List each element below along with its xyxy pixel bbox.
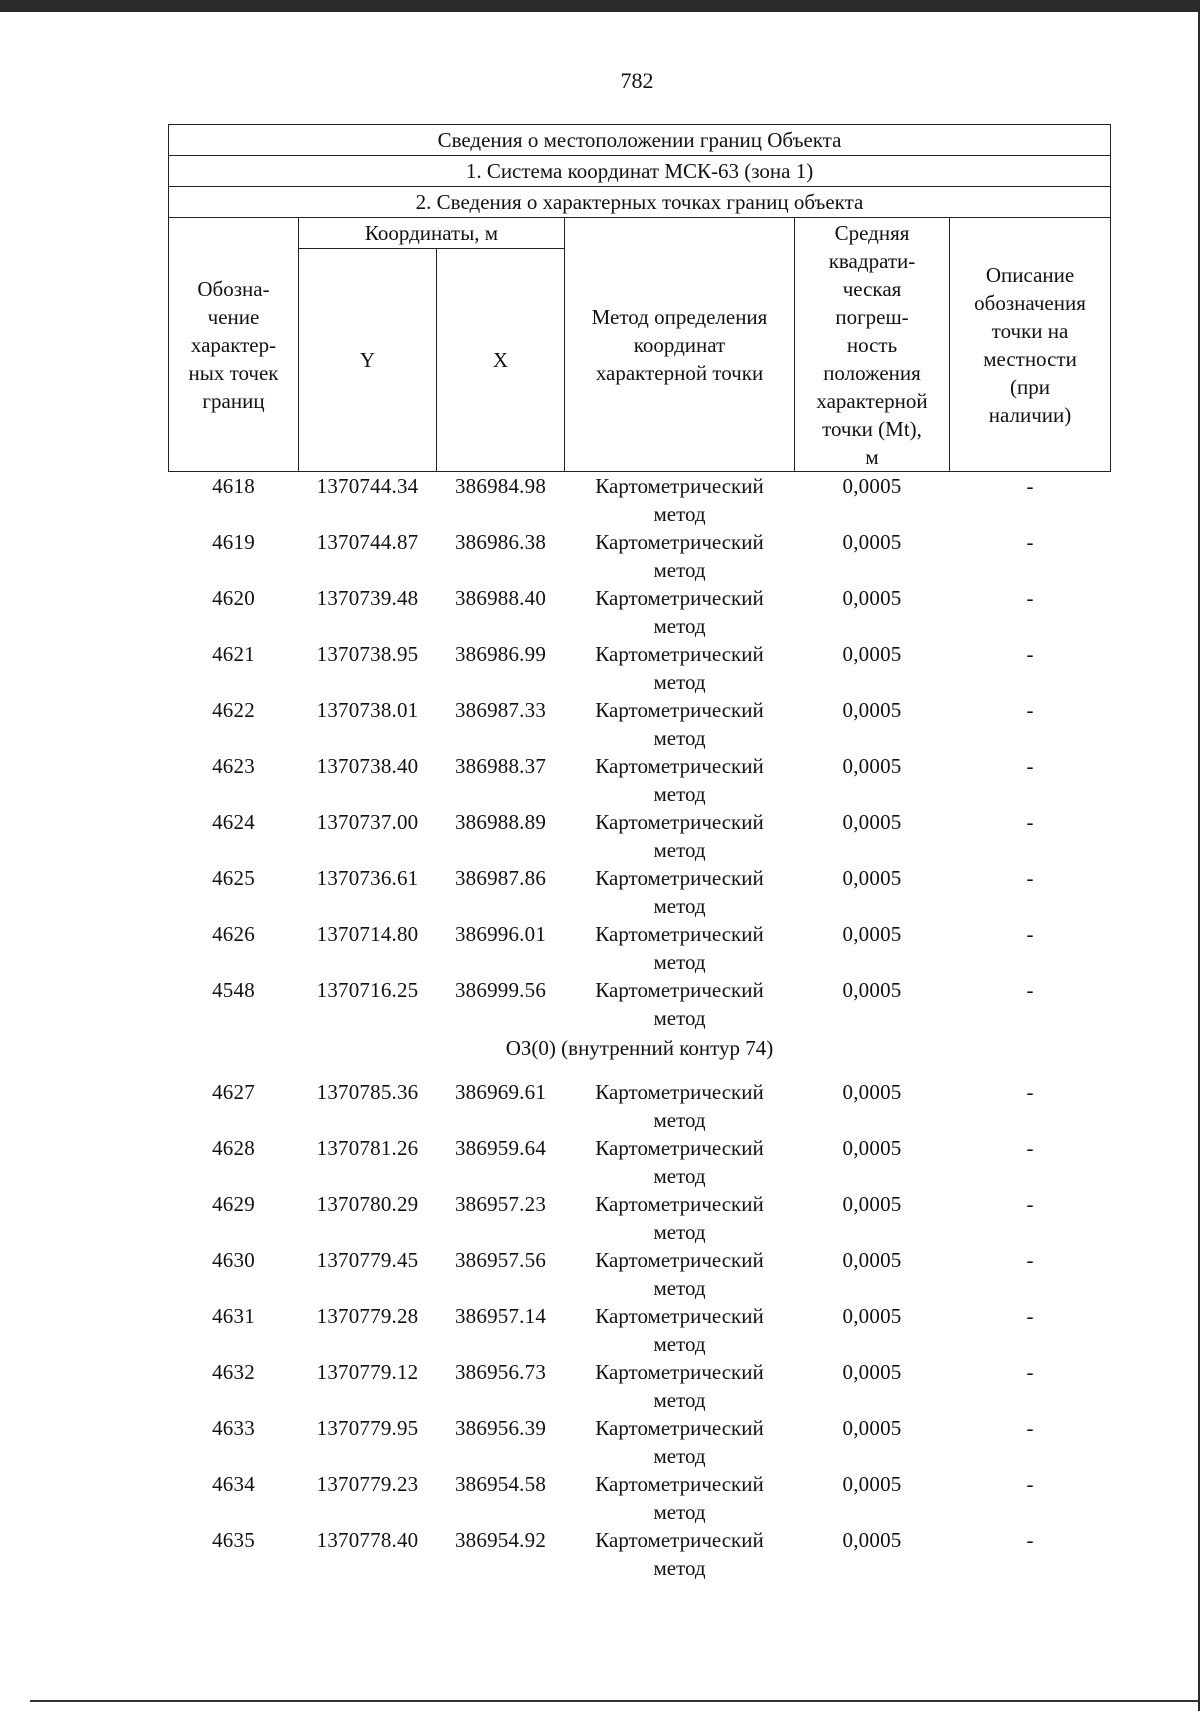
table-row bbox=[169, 1302, 1111, 1358]
coordinates-table bbox=[168, 124, 1111, 1582]
description-cell: - bbox=[1026, 1528, 1034, 1552]
coord-x-cell: 386954.58 bbox=[454, 1472, 547, 1496]
method-cell: Картометрический метод bbox=[595, 978, 764, 1030]
point-id-cell: 4630 bbox=[212, 1248, 255, 1272]
coord-y-cell: 1370779.45 bbox=[316, 1248, 419, 1272]
point-id-cell: 4631 bbox=[212, 1304, 255, 1328]
coord-x-cell: 386984.98 bbox=[454, 474, 547, 498]
description-cell: - bbox=[1026, 1080, 1034, 1104]
coord-x-cell: 386957.14 bbox=[454, 1304, 547, 1328]
coord-x-cell: 386954.92 bbox=[454, 1528, 547, 1552]
description-cell: - bbox=[1026, 474, 1034, 498]
coord-y-cell: 1370779.28 bbox=[316, 1304, 419, 1328]
section-label: ОЗ(0) (внутренний контур 74) bbox=[505, 1036, 774, 1060]
description-cell: - bbox=[1026, 754, 1034, 778]
title-row-points: 2. Сведения о характерных точках границ объекта bbox=[169, 187, 1111, 218]
table-row bbox=[169, 1526, 1111, 1582]
table-row bbox=[169, 1078, 1111, 1134]
error-cell: 0,0005 bbox=[842, 866, 902, 890]
method-cell: Картометрический метод bbox=[595, 642, 764, 694]
point-id-cell: 4629 bbox=[212, 1192, 255, 1216]
coord-y-cell: 1370744.87 bbox=[316, 530, 419, 554]
error-cell: 0,0005 bbox=[842, 1192, 902, 1216]
point-id-cell: 4635 bbox=[212, 1528, 255, 1552]
coord-x-cell: 386996.01 bbox=[454, 922, 547, 946]
description-cell: - bbox=[1026, 698, 1034, 722]
header-designation: Обозна- чение характер- ных точек границ bbox=[169, 218, 299, 472]
coord-y-cell: 1370739.48 bbox=[316, 586, 419, 610]
section-row bbox=[169, 1032, 1111, 1078]
description-cell: - bbox=[1026, 1304, 1034, 1328]
title-row-location: Сведения о местоположении границ Объекта bbox=[169, 125, 1111, 156]
point-id-cell: 4625 bbox=[212, 866, 255, 890]
coord-y-cell: 1370744.34 bbox=[316, 474, 419, 498]
coord-y-cell: 1370778.40 bbox=[316, 1528, 419, 1552]
description-cell: - bbox=[1026, 1192, 1034, 1216]
point-id-cell: 4621 bbox=[212, 642, 255, 666]
method-cell: Картометрический метод bbox=[595, 1472, 764, 1524]
coord-y-cell: 1370785.36 bbox=[316, 1080, 419, 1104]
header-description: Описание обозначения точки на местности (при наличии) bbox=[950, 218, 1111, 472]
scan-line-bottom bbox=[30, 1700, 1200, 1702]
method-cell: Картометрический метод bbox=[595, 586, 764, 638]
point-id-cell: 4623 bbox=[212, 754, 255, 778]
method-cell: Картометрический метод bbox=[595, 754, 764, 806]
coord-x-cell: 386988.40 bbox=[454, 586, 547, 610]
coord-y-cell: 1370738.95 bbox=[316, 642, 419, 666]
coord-x-cell: 386959.64 bbox=[454, 1136, 547, 1160]
coord-x-cell: 386956.73 bbox=[454, 1360, 547, 1384]
coord-x-cell: 386987.33 bbox=[454, 698, 547, 722]
description-cell: - bbox=[1026, 978, 1034, 1002]
error-cell: 0,0005 bbox=[842, 1528, 902, 1552]
description-cell: - bbox=[1026, 642, 1034, 666]
error-cell: 0,0005 bbox=[842, 978, 902, 1002]
point-id-cell: 4548 bbox=[212, 978, 255, 1002]
coord-x-cell: 386956.39 bbox=[454, 1416, 547, 1440]
page-number: 782 bbox=[620, 68, 654, 93]
method-cell: Картометрический метод bbox=[595, 1416, 764, 1468]
coord-y-cell: 1370781.26 bbox=[316, 1136, 419, 1160]
table-row bbox=[169, 528, 1111, 584]
method-cell: Картометрический метод bbox=[595, 1304, 764, 1356]
description-cell: - bbox=[1026, 586, 1034, 610]
table-row bbox=[169, 584, 1111, 640]
coord-y-cell: 1370738.40 bbox=[316, 754, 419, 778]
scan-edge-top bbox=[0, 0, 1200, 12]
header-method: Метод определения координат характерной точки bbox=[565, 218, 795, 472]
coord-y-cell: 1370737.00 bbox=[316, 810, 419, 834]
point-id-cell: 4622 bbox=[212, 698, 255, 722]
coord-x-cell: 386986.38 bbox=[454, 530, 547, 554]
error-cell: 0,0005 bbox=[842, 586, 902, 610]
point-id-cell: 4624 bbox=[212, 810, 255, 834]
description-cell: - bbox=[1026, 1416, 1034, 1440]
table-row bbox=[169, 1470, 1111, 1526]
coord-y-cell: 1370779.12 bbox=[316, 1360, 419, 1384]
table-row bbox=[169, 1134, 1111, 1190]
table-row bbox=[169, 808, 1111, 864]
coord-y-cell: 1370780.29 bbox=[316, 1192, 419, 1216]
point-id-cell: 4627 bbox=[212, 1080, 255, 1104]
point-id-cell: 4619 bbox=[212, 530, 255, 554]
method-cell: Картометрический метод bbox=[595, 530, 764, 582]
error-cell: 0,0005 bbox=[842, 810, 902, 834]
coord-y-cell: 1370779.23 bbox=[316, 1472, 419, 1496]
description-cell: - bbox=[1026, 922, 1034, 946]
method-cell: Картометрический метод bbox=[595, 1080, 764, 1132]
table-row bbox=[169, 1190, 1111, 1246]
table-header bbox=[169, 125, 1111, 472]
table-row bbox=[169, 976, 1111, 1032]
coord-x-cell: 386969.61 bbox=[454, 1080, 547, 1104]
coord-x-cell: 386957.56 bbox=[454, 1248, 547, 1272]
point-id-cell: 4628 bbox=[212, 1136, 255, 1160]
coord-x-cell: 386988.37 bbox=[454, 754, 547, 778]
coord-y-cell: 1370714.80 bbox=[316, 922, 419, 946]
table-row bbox=[169, 696, 1111, 752]
point-id-cell: 4620 bbox=[212, 586, 255, 610]
coord-x-cell: 386987.86 bbox=[454, 866, 547, 890]
coord-x-cell: 386986.99 bbox=[454, 642, 547, 666]
coord-y-cell: 1370779.95 bbox=[316, 1416, 419, 1440]
error-cell: 0,0005 bbox=[842, 1472, 902, 1496]
coord-x-cell: 386957.23 bbox=[454, 1192, 547, 1216]
method-cell: Картометрический метод bbox=[595, 474, 764, 526]
error-cell: 0,0005 bbox=[842, 642, 902, 666]
method-cell: Картометрический метод bbox=[595, 698, 764, 750]
coord-y-cell: 1370736.61 bbox=[316, 866, 419, 890]
error-cell: 0,0005 bbox=[842, 1080, 902, 1104]
description-cell: - bbox=[1026, 530, 1034, 554]
coord-y-cell: 1370738.01 bbox=[316, 698, 419, 722]
description-cell: - bbox=[1026, 810, 1034, 834]
description-cell: - bbox=[1026, 866, 1034, 890]
error-cell: 0,0005 bbox=[842, 754, 902, 778]
table-row bbox=[169, 864, 1111, 920]
method-cell: Картометрический метод bbox=[595, 810, 764, 862]
header-error: Средняя квадрати- ческая погреш- ность положения характерной точки (Mt), м bbox=[795, 218, 950, 472]
error-cell: 0,0005 bbox=[842, 474, 902, 498]
header-x: X bbox=[437, 249, 565, 472]
table-row bbox=[169, 472, 1111, 529]
table-row bbox=[169, 752, 1111, 808]
method-cell: Картометрический метод bbox=[595, 1248, 764, 1300]
error-cell: 0,0005 bbox=[842, 922, 902, 946]
description-cell: - bbox=[1026, 1248, 1034, 1272]
title-row-coord-system: 1. Система координат МСК-63 (зона 1) bbox=[169, 156, 1111, 187]
table-row bbox=[169, 920, 1111, 976]
coord-x-cell: 386988.89 bbox=[454, 810, 547, 834]
description-cell: - bbox=[1026, 1360, 1034, 1384]
table-row bbox=[169, 1358, 1111, 1414]
error-cell: 0,0005 bbox=[842, 1136, 902, 1160]
point-id-cell: 4632 bbox=[212, 1360, 255, 1384]
table-body bbox=[169, 472, 1111, 1583]
method-cell: Картометрический метод bbox=[595, 1136, 764, 1188]
method-cell: Картометрический метод bbox=[595, 1192, 764, 1244]
method-cell: Картометрический метод bbox=[595, 922, 764, 974]
error-cell: 0,0005 bbox=[842, 530, 902, 554]
table-row bbox=[169, 1414, 1111, 1470]
method-cell: Картометрический метод bbox=[595, 1360, 764, 1412]
error-cell: 0,0005 bbox=[842, 1416, 902, 1440]
table-row bbox=[169, 1246, 1111, 1302]
method-cell: Картометрический метод bbox=[595, 1528, 764, 1580]
point-id-cell: 4626 bbox=[212, 922, 255, 946]
description-cell: - bbox=[1026, 1136, 1034, 1160]
error-cell: 0,0005 bbox=[842, 1248, 902, 1272]
error-cell: 0,0005 bbox=[842, 1304, 902, 1328]
coord-x-cell: 386999.56 bbox=[454, 978, 547, 1002]
point-id-cell: 4618 bbox=[212, 474, 255, 498]
error-cell: 0,0005 bbox=[842, 1360, 902, 1384]
method-cell: Картометрический метод bbox=[595, 866, 764, 918]
header-coordinates: Координаты, м bbox=[299, 218, 565, 249]
point-id-cell: 4634 bbox=[212, 1472, 255, 1496]
table-row bbox=[169, 640, 1111, 696]
coord-y-cell: 1370716.25 bbox=[316, 978, 419, 1002]
description-cell: - bbox=[1026, 1472, 1034, 1496]
header-y: Y bbox=[299, 249, 437, 472]
error-cell: 0,0005 bbox=[842, 698, 902, 722]
point-id-cell: 4633 bbox=[212, 1416, 255, 1440]
